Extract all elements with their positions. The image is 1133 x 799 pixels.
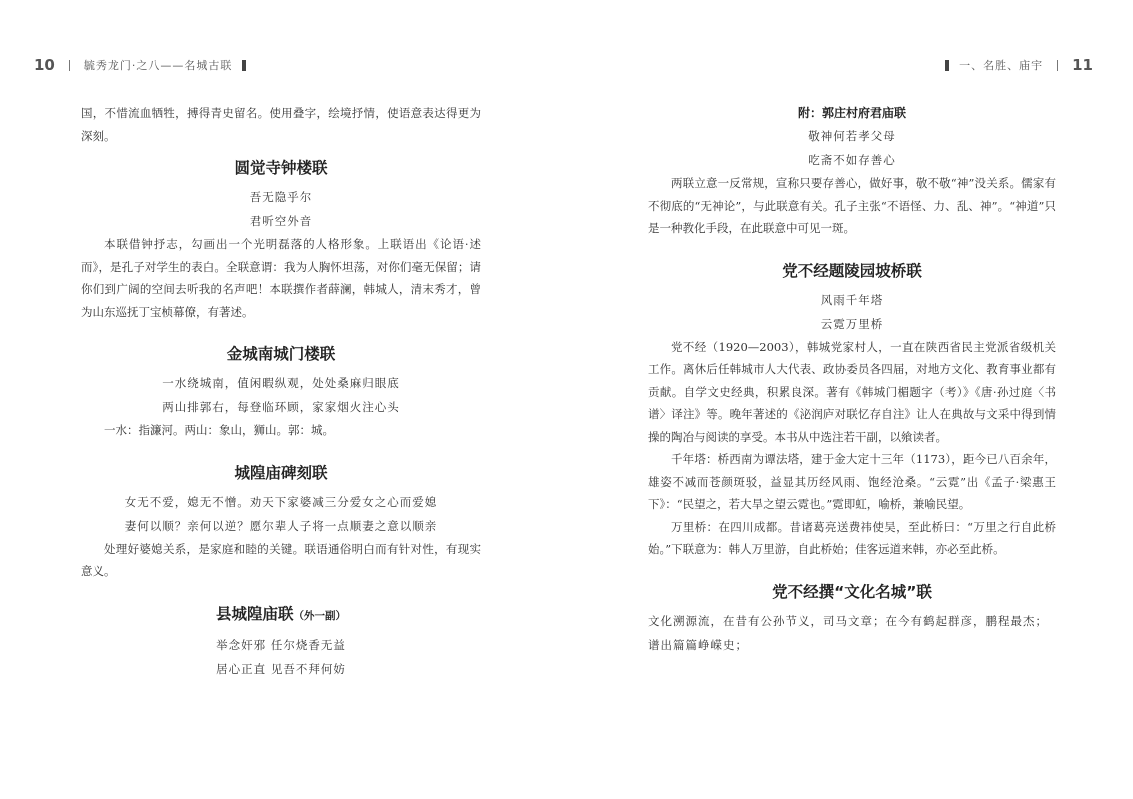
section-paragraph: 万里桥：在四川成都。昔诸葛亮送费祎使吴，至此桥曰：“万里之行自此桥始。”下联意为：韩人万里游，自此桥始；佳客远道来韩，亦必至此桥。 — [648, 519, 1056, 556]
section-title-text: 县城隍庙联 — [215, 604, 294, 623]
section-title: 金城南城门楼联 — [226, 345, 336, 363]
appendix-title: 附：郭庄村府君庙联 — [797, 106, 906, 120]
couplet-line: 一水绕城南，值闲暇纵观，处处桑麻归眼底 — [162, 376, 400, 390]
section-title: 城隍庙碑刻联 — [234, 463, 328, 482]
section-paragraph: 千年塔：桥西南为谭法塔，建于金大定十三年（1173），距今已八百余年，雄姿不减而苍颜斑驳，益显其历经风雨、饱经沧桑。“云霓”出《孟子·梁惠王下》：“民望之，若大旱之望云霓也。”霓即虹，喻桥，兼喻民望。 — [648, 452, 1056, 511]
section-title: 党不经撰“文化名城”联 — [772, 582, 932, 601]
intro-continuation: 国，不惜流血牺牲，搏得青史留名。使用叠字，绘境抒情，使语意表达得更为深刻。 — [81, 106, 481, 143]
head-block-marker — [242, 60, 246, 71]
left-page — [0, 0, 566, 799]
left-running-head — [34, 54, 256, 76]
section-paragraph: 党不经（1920—2003），韩城党家村人，一直在陕西省民主党派省级机关工作。离休后任韩城市人大代表、政协委员各四届，对地方文化、教育事业都有贡献。自学文史经典，积累良深。著有《韩城门楣题字（考）》《唐·孙过庭〈书谱〉译注》等。晚年著述的《泌润庐对联忆存自注》让人在典故与文采中得到情操的陶冶与阅读的享受。本书从中选注若干副，以飨读者。 — [648, 339, 1056, 444]
couplet-opening-text: 文化溯源流，在昔有公孙节义，司马文章；在今有鹤起群彦，鹏程最杰；谱出篇篇峥嵘史； — [648, 613, 1048, 652]
couplet-line: 吃斋不如存善心 — [808, 153, 896, 167]
couplet-line: 云霓万里桥 — [820, 316, 884, 331]
left-running-title: 毓秀龙门·之八——名城古联 — [83, 59, 233, 72]
right-page — [567, 0, 1133, 799]
section-commentary: 一水：指濂河。两山：象山，狮山。郭：城。 — [104, 423, 334, 437]
head-divider — [1057, 60, 1058, 71]
couplet-line: 居心正直 见吾不拜何妨 — [216, 661, 346, 676]
right-text-column — [648, 102, 1056, 657]
head-block-marker — [945, 60, 949, 71]
section-title-note: （外一副） — [293, 609, 346, 622]
section-title: 圆觉寺钟楼联 — [234, 159, 328, 177]
head-divider — [69, 60, 70, 71]
couplet-line: 君听空外音 — [249, 214, 313, 228]
couplet-line: 举念奸邪 任尔烧香无益 — [216, 637, 346, 652]
couplet-line: 两山排郭右，每登临环顾，家家烟火注心头 — [162, 400, 400, 414]
left-page-number: 10 — [34, 56, 55, 74]
section-commentary: 处理好婆媳关系，是家庭和睦的关键。联语通俗明白而有针对性，有现实意义。 — [81, 541, 481, 578]
section-commentary: 本联借钟抒志，勾画出一个光明磊落的人格形象。上联语出《论语·述而》，是孔子对学生的表白。全联意谓：我为人胸怀坦荡，对你们毫无保留；请你们到广阔的空间去听我的名声吧！本联撰作者薛澜，韩城人，清末秀才，曾为山东巡抚丁宝桢幕僚，有著述。 — [81, 237, 481, 319]
couplet-line: 风雨千年塔 — [820, 292, 884, 307]
couplet-line: 妻何以顺？亲何以逆？愿尔辈人子将一点顺妻之意以顺亲 — [124, 518, 438, 533]
couplet-line: 吾无隐乎尔 — [249, 190, 313, 204]
right-running-title: 一、名胜、庙宇 — [959, 59, 1044, 72]
section-title: 党不经题陵园坡桥联 — [782, 261, 922, 280]
appendix-commentary: 两联立意一反常规，宣称只要存善心，做好事，敬不敬“神”没关系。儒家有不彻底的“无神论”，与此联意有关。孔子主张“不语怪、力、乱、神”。“神道”只是一种教化手段，在此联意中可见一斑。 — [648, 176, 1056, 235]
couplet-line: 女无不爱，媳无不憎。劝天下家婆减三分爱女之心而爱媳 — [124, 494, 438, 509]
section-title-with-note — [81, 601, 481, 629]
left-text-column — [81, 102, 481, 681]
right-page-number: 11 — [1072, 56, 1093, 74]
right-running-head — [935, 54, 1093, 76]
couplet-line: 敬神何若孝父母 — [808, 129, 896, 143]
